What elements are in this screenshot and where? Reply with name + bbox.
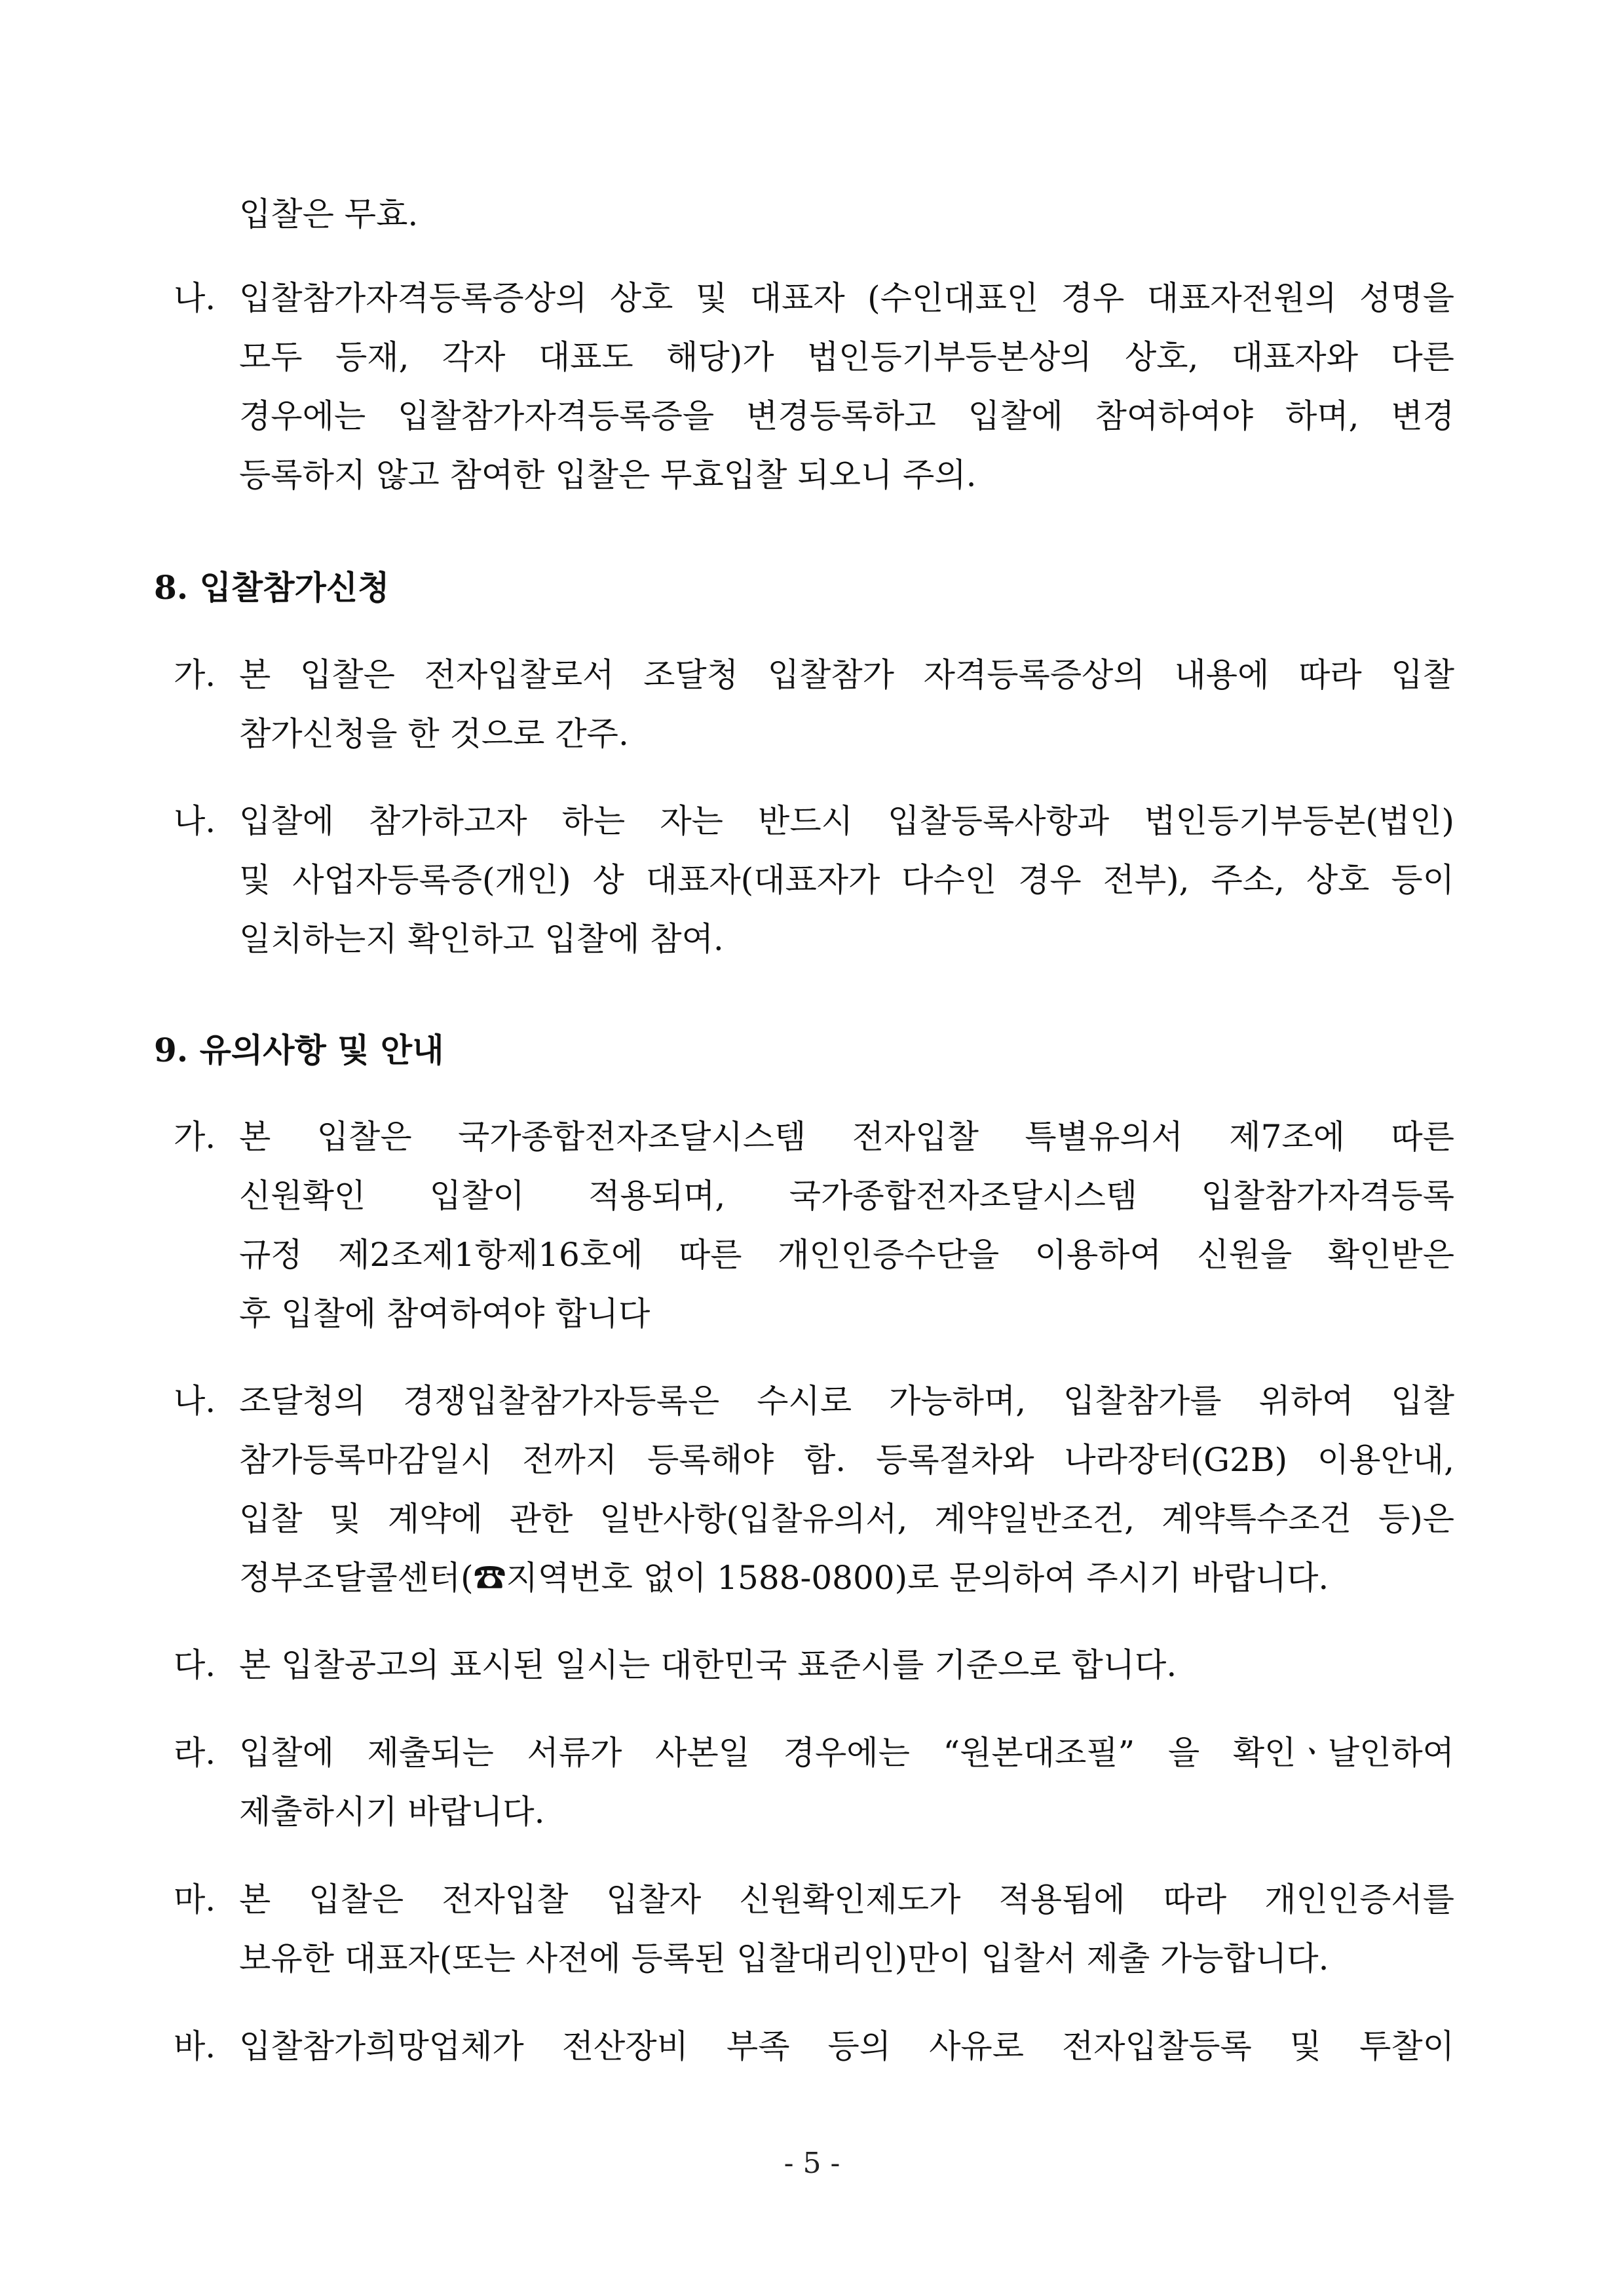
paragraph-line: 본 입찰은 국가종합전자조달시스템 전자입찰 특별유의서 제7조에 따른 [239, 1118, 1454, 1156]
item-marker: 마. [174, 1881, 216, 1919]
paragraph-line: 본 입찰은 전자입찰로서 조달청 입찰참가 자격등록증상의 내용에 따라 입찰 [239, 656, 1454, 694]
paragraph-line: 규정 제2조제1항제16호에 따른 개인인증수단을 이용하여 신원을 확인받은 [239, 1236, 1454, 1274]
paragraph-line: 정부조달콜센터(☎지역번호 없이 1588-0800)로 문의하여 주시기 바랍니다. [239, 1559, 1329, 1597]
paragraph-line: 입찰은 무효. [239, 195, 419, 233]
paragraph-line: 모두 등재, 각자 대표도 해당)가 법인등기부등본상의 상호, 대표자와 다른 [239, 338, 1454, 376]
paragraph-line: 입찰참가자격등록증상의 상호 및 대표자 (수인대표인 경우 대표자전원의 성명을 [239, 279, 1454, 317]
paragraph-line: 조달청의 경쟁입찰참가자등록은 수시로 가능하며, 입찰참가를 위하여 입찰 [239, 1382, 1454, 1420]
paragraph-line: 입찰참가희망업체가 전산장비 부족 등의 사유로 전자입찰등록 및 투찰이 [239, 2027, 1454, 2065]
paragraph-line: 제출하시기 바랍니다. [239, 1793, 545, 1831]
paragraph-line: 후 입찰에 참여하여야 합니다 [239, 1295, 651, 1333]
paragraph-line: 입찰 및 계약에 관한 일반사항(입찰유의서, 계약일반조건, 계약특수조건 등)은 [239, 1500, 1454, 1538]
item-marker: 라. [174, 1734, 216, 1772]
section-heading: 9. 유의사항 및 안내 [154, 1031, 444, 1069]
item-marker: 가. [174, 656, 216, 694]
item-marker: 가. [174, 1118, 216, 1156]
item-marker: 나. [174, 802, 216, 840]
paragraph-line: 입찰에 제출되는 서류가 사본일 경우에는 “원본대조필” 을 확인ㆍ날인하여 [239, 1734, 1454, 1772]
item-marker: 나. [174, 279, 216, 317]
page-number: - 5 - [784, 2147, 840, 2180]
paragraph-line: 및 사업자등록증(개인) 상 대표자(대표자가 다수인 경우 전부), 주소, 상호 등이 [239, 861, 1454, 899]
item-marker: 나. [174, 1382, 216, 1420]
paragraph-line: 보유한 대표자(또는 사전에 등록된 입찰대리인)만이 입찰서 제출 가능합니다. [239, 1940, 1329, 1978]
paragraph-line: 참가등록마감일시 전까지 등록해야 함. 등록절차와 나라장터(G2B) 이용안내, [239, 1441, 1454, 1479]
item-marker: 바. [174, 2027, 216, 2065]
paragraph-line: 참가신청을 한 것으로 간주. [239, 715, 629, 753]
paragraph-line: 등록하지 않고 참여한 입찰은 무효입찰 되오니 주의. [239, 456, 977, 494]
paragraph-line: 입찰에 참가하고자 하는 자는 반드시 입찰등록사항과 법인등기부등본(법인) [239, 802, 1454, 840]
paragraph-line: 신원확인 입찰이 적용되며, 국가종합전자조달시스템 입찰참가자격등록 [239, 1177, 1454, 1215]
section-heading: 8. 입찰참가신청 [154, 568, 390, 607]
paragraph-line: 본 입찰공고의 표시된 일시는 대한민국 표준시를 기준으로 합니다. [239, 1646, 1177, 1684]
paragraph-line: 일치하는지 확인하고 입찰에 참여. [239, 920, 724, 958]
item-marker: 다. [174, 1646, 216, 1684]
paragraph-line: 본 입찰은 전자입찰 입찰자 신원확인제도가 적용됨에 따라 개인인증서를 [239, 1881, 1454, 1919]
paragraph-line: 경우에는 입찰참가자격등록증을 변경등록하고 입찰에 참여하여야 하며, 변경 [239, 397, 1454, 435]
